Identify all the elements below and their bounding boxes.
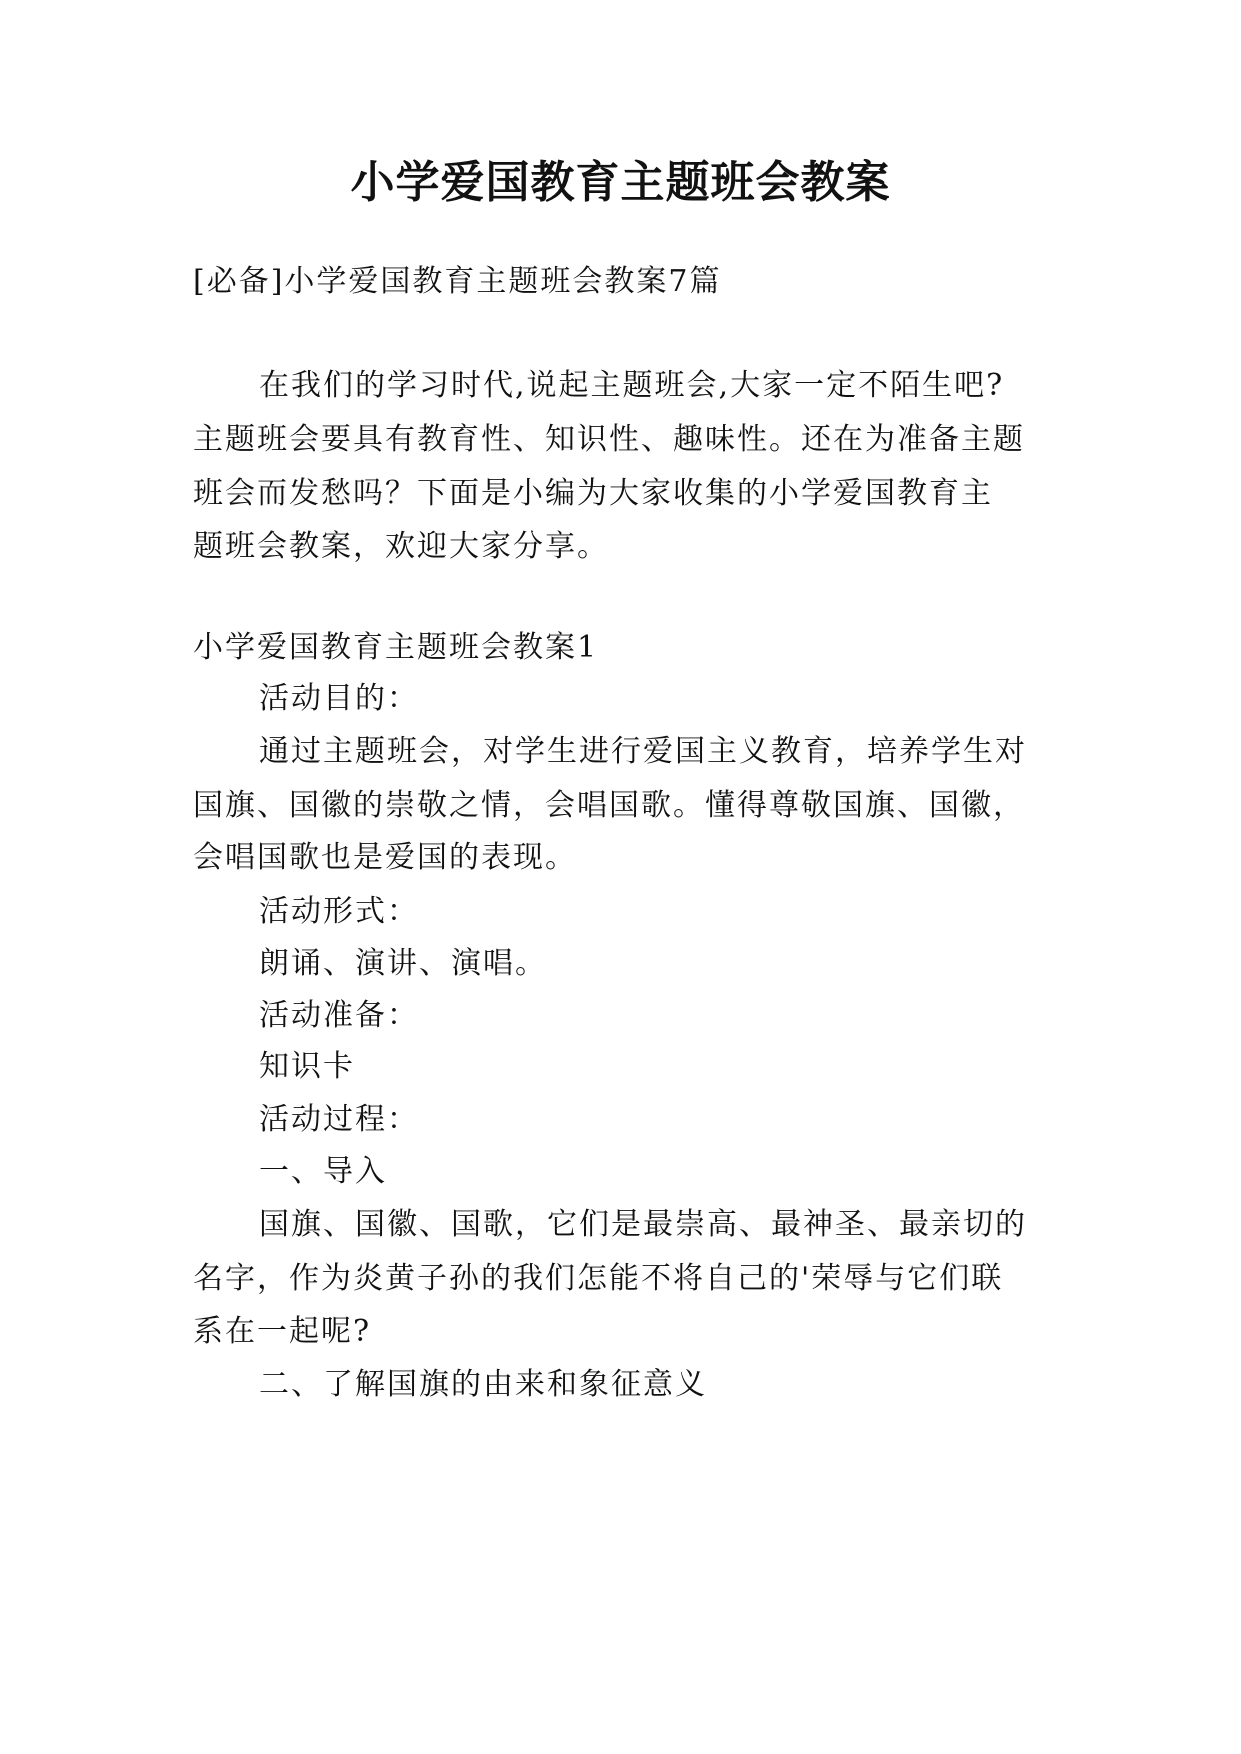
purpose-line-1: 通过主题班会，对学生进行爱国主义教育，培养学生对 [259, 734, 1027, 769]
form-label: 活动形式： [259, 894, 419, 929]
form-text: 朗诵、演讲、演唱。 [259, 946, 547, 981]
document-title: 小学爱国教育主题班会教案 [350, 157, 891, 208]
intro-line-3: 班会而发愁吗？下面是小编为大家收集的小学爱国教育主 [193, 476, 993, 511]
intro-line-2: 主题班会要具有教育性、知识性、趣味性。还在为准备主题 [193, 422, 1025, 457]
step-1-line-3: 系在一起呢? [193, 1314, 372, 1349]
intro-line-1: 在我们的学习时代,说起主题班会,大家一定不陌生吧? [259, 368, 1005, 403]
step-2-heading: 二、了解国旗的由来和象征意义 [259, 1367, 707, 1402]
section-heading: 小学爱国教育主题班会教案1 [193, 630, 599, 665]
document-subtitle: [必备]小学爱国教育主题班会教案7篇 [193, 264, 722, 299]
prep-label: 活动准备： [259, 998, 419, 1033]
purpose-line-3: 会唱国歌也是爱国的表现。 [193, 840, 577, 875]
intro-line-4: 题班会教案，欢迎大家分享。 [193, 529, 609, 564]
process-label: 活动过程： [259, 1102, 419, 1137]
purpose-label: 活动目的： [259, 681, 419, 716]
purpose-line-2: 国旗、国徽的崇敬之情，会唱国歌。懂得尊敬国旗、国徽， [193, 788, 1025, 823]
prep-text: 知识卡 [259, 1049, 355, 1084]
step-1-line-1: 国旗、国徽、国歌，它们是最崇高、最神圣、最亲切的 [259, 1207, 1027, 1242]
step-1-line-2: 名字，作为炎黄子孙的我们怎能不将自己的'荣辱与它们联 [193, 1261, 1004, 1296]
step-1-heading: 一、导入 [259, 1154, 387, 1189]
